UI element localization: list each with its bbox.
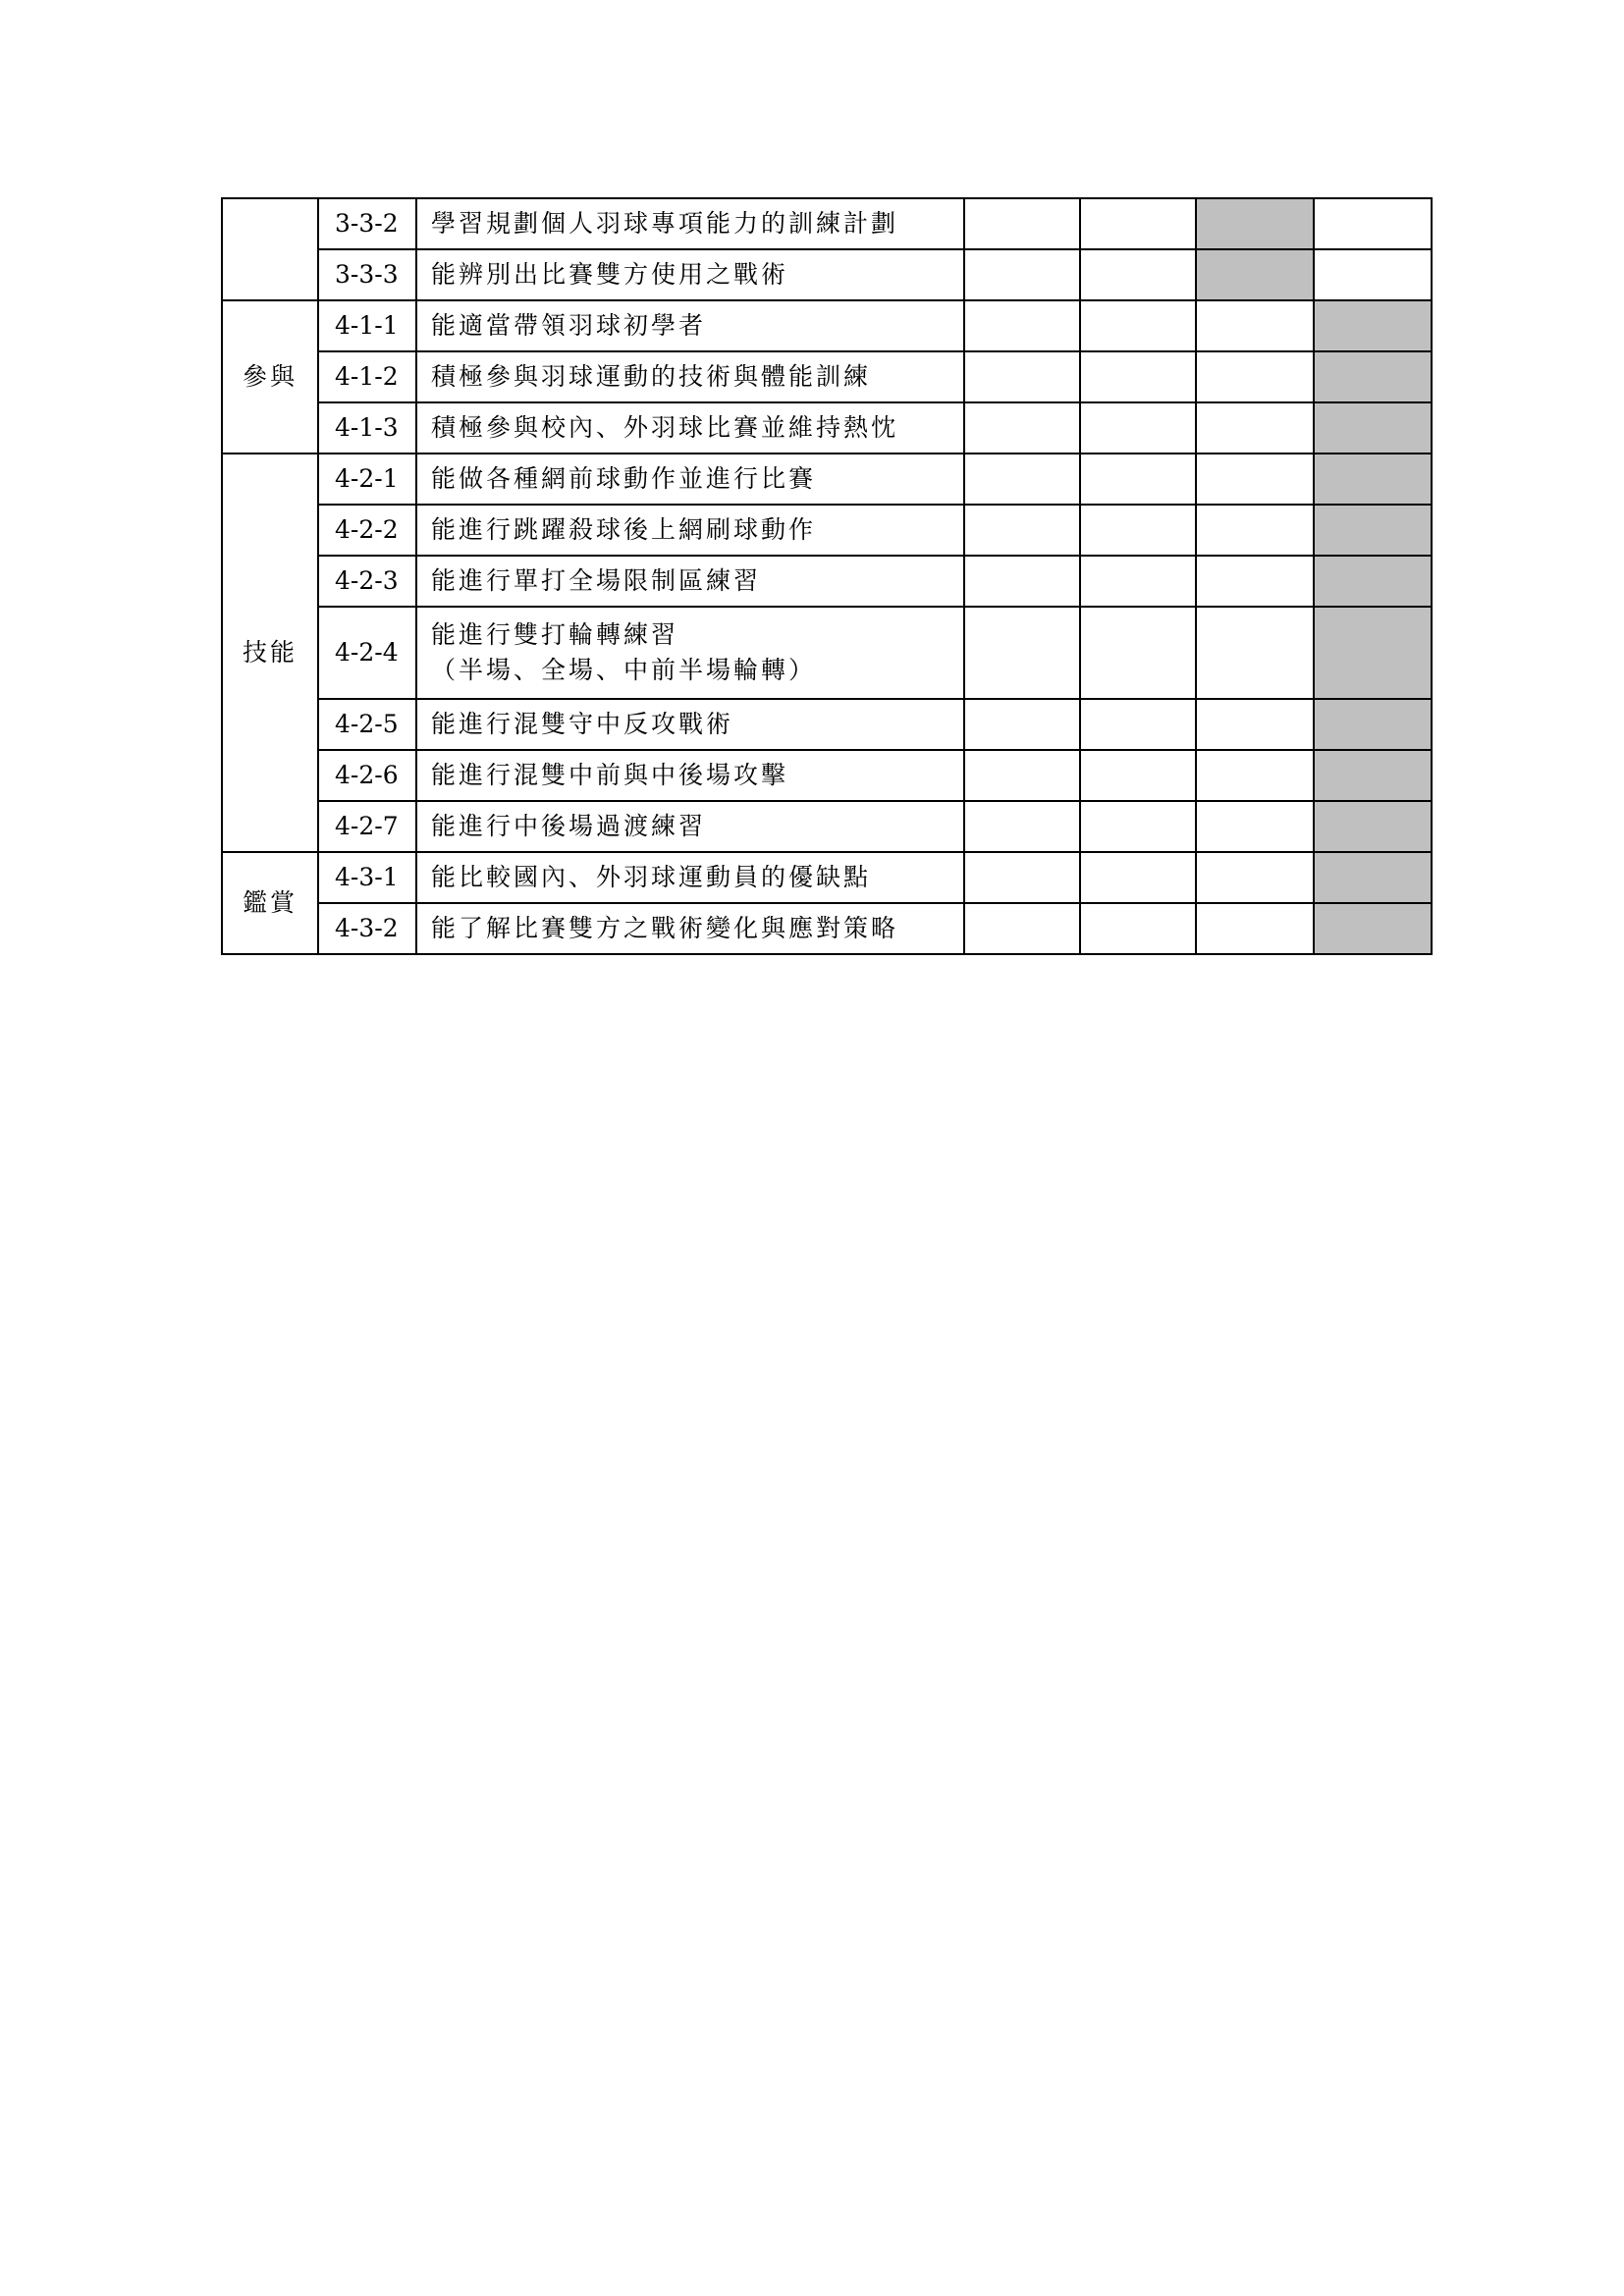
shaded-cell [1314, 402, 1432, 454]
shaded-cell [1314, 556, 1432, 607]
rating-cell [1196, 903, 1314, 954]
shaded-cell [1314, 454, 1432, 505]
code-cell: 4-2-3 [318, 556, 416, 607]
category-cell: 鑑賞 [222, 852, 318, 954]
shaded-cell [1314, 750, 1432, 801]
description-line: 能了解比賽雙方之戰術變化與應對策略 [431, 914, 899, 942]
description-line: 能辨別出比賽雙方使用之戰術 [431, 260, 789, 289]
code-cell: 4-2-1 [318, 454, 416, 505]
description-line: 能比較國內、外羽球運動員的優缺點 [431, 863, 872, 891]
shaded-cell [1314, 903, 1432, 954]
shaded-cell [1314, 351, 1432, 402]
rating-cell [1196, 852, 1314, 903]
rating-cell [964, 699, 1080, 750]
category-cell [222, 198, 318, 300]
rating-cell [964, 852, 1080, 903]
description-line: 能進行混雙中前與中後場攻擊 [431, 761, 789, 789]
code-cell: 4-1-1 [318, 300, 416, 351]
rating-cell [1080, 699, 1196, 750]
table-row [222, 454, 1432, 505]
table-row [222, 505, 1432, 556]
table-row [222, 801, 1432, 852]
description-line: 學習規劃個人羽球專項能力的訓練計劃 [431, 209, 899, 238]
rating-cell [1196, 402, 1314, 454]
table-row [222, 300, 1432, 351]
rating-cell [964, 198, 1080, 249]
description-line: 能進行單打全場限制區練習 [431, 566, 762, 595]
code-cell: 4-1-3 [318, 402, 416, 454]
code-cell: 3-3-2 [318, 198, 416, 249]
rating-cell [964, 505, 1080, 556]
rating-cell [1196, 351, 1314, 402]
description-line: 能進行雙打輪轉練習 [431, 620, 679, 649]
rating-cell [964, 249, 1080, 300]
code-cell: 4-3-1 [318, 852, 416, 903]
rating-cell [1080, 556, 1196, 607]
description-line: 能進行中後場過渡練習 [431, 812, 707, 840]
table-row [222, 903, 1432, 954]
rating-cell [964, 750, 1080, 801]
rating-cell [1196, 750, 1314, 801]
description-cell [416, 402, 964, 454]
table-row [222, 198, 1432, 249]
description-cell [416, 351, 964, 402]
description-line: 能做各種網前球動作並進行比賽 [431, 464, 817, 493]
description-cell [416, 903, 964, 954]
shaded-cell [1196, 198, 1314, 249]
description-cell [416, 852, 964, 903]
rating-cell [1196, 699, 1314, 750]
shaded-cell [1314, 607, 1432, 699]
code-cell: 4-1-2 [318, 351, 416, 402]
rating-cell [1080, 249, 1196, 300]
shaded-cell [1314, 852, 1432, 903]
description-cell [416, 750, 964, 801]
description-line: 能進行跳躍殺球後上網刷球動作 [431, 515, 817, 544]
shaded-cell [1314, 801, 1432, 852]
rating-cell [1196, 607, 1314, 699]
shaded-cell [1314, 699, 1432, 750]
rating-cell [964, 607, 1080, 699]
description-cell [416, 505, 964, 556]
code-cell: 3-3-3 [318, 249, 416, 300]
description-cell [416, 454, 964, 505]
table-row [222, 351, 1432, 402]
description-cell [416, 198, 964, 249]
rating-cell [1080, 801, 1196, 852]
rating-cell [1080, 852, 1196, 903]
table-row [222, 852, 1432, 903]
category-cell: 參與 [222, 300, 318, 454]
description-cell [416, 300, 964, 351]
rating-cell [964, 801, 1080, 852]
rating-cell [1314, 249, 1432, 300]
table-row [222, 699, 1432, 750]
rating-cell [964, 351, 1080, 402]
shaded-cell [1314, 505, 1432, 556]
description-cell [416, 699, 964, 750]
rating-cell [1080, 198, 1196, 249]
description-cell [416, 607, 964, 699]
rating-cell [1314, 198, 1432, 249]
description-cell [416, 801, 964, 852]
shaded-cell [1196, 249, 1314, 300]
code-cell: 4-2-7 [318, 801, 416, 852]
rating-cell [964, 903, 1080, 954]
table-row [222, 556, 1432, 607]
code-cell: 4-2-5 [318, 699, 416, 750]
competency-table [221, 197, 1433, 955]
rating-cell [1080, 750, 1196, 801]
description-cell [416, 556, 964, 607]
rating-cell [964, 402, 1080, 454]
description-line: 能進行混雙守中反攻戰術 [431, 710, 734, 738]
table-row [222, 402, 1432, 454]
description-line: 積極參與羽球運動的技術與體能訓練 [431, 362, 872, 391]
code-cell: 4-2-2 [318, 505, 416, 556]
description-line: 積極參與校內、外羽球比賽並維持熱忱 [431, 413, 899, 442]
rating-cell [1080, 300, 1196, 351]
category-cell: 技能 [222, 454, 318, 852]
rating-cell [1080, 505, 1196, 556]
shaded-cell [1314, 300, 1432, 351]
rating-cell [1196, 801, 1314, 852]
rating-cell [1080, 607, 1196, 699]
table-row [222, 607, 1432, 699]
table-row [222, 249, 1432, 300]
rating-cell [1080, 402, 1196, 454]
code-cell: 4-3-2 [318, 903, 416, 954]
code-cell: 4-2-6 [318, 750, 416, 801]
rating-cell [1080, 903, 1196, 954]
rating-cell [1196, 300, 1314, 351]
code-cell: 4-2-4 [318, 607, 416, 699]
rating-cell [964, 556, 1080, 607]
description-cell [416, 249, 964, 300]
rating-cell [1080, 351, 1196, 402]
rating-cell [1196, 505, 1314, 556]
rating-cell [964, 454, 1080, 505]
description-line: 能適當帶領羽球初學者 [431, 311, 707, 340]
rating-cell [1080, 454, 1196, 505]
description-line: （半場、全場、中前半場輪轉） [431, 656, 817, 684]
table-row [222, 750, 1432, 801]
rating-cell [1196, 454, 1314, 505]
rating-cell [1196, 556, 1314, 607]
rating-cell [964, 300, 1080, 351]
